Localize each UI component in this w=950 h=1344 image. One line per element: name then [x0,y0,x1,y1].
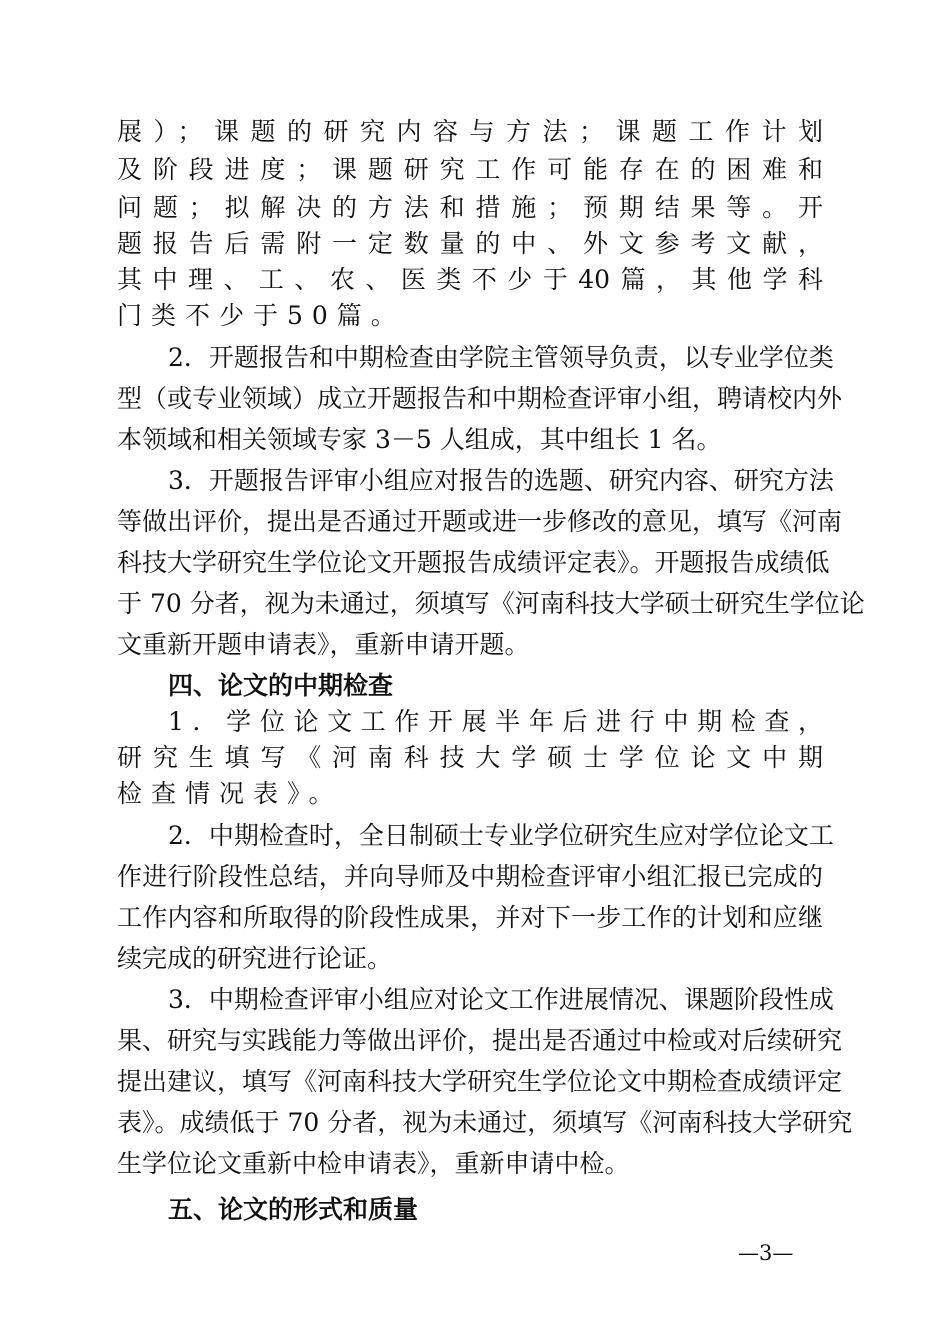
body-text-line: 作进行阶段性总结，并向导师及中期检查评审小组汇报已完成的 [117,862,823,891]
paragraph-start-line: 2．中期检查时，全日制硕士专业学位研究生应对学位论文工 [168,821,834,850]
body-text-line: 等做出评价，提出是否通过开题或进一步修改的意见，填写《河南 [117,507,843,536]
body-text-line: 续完成的研究进行论证。 [117,944,393,973]
body-text-line: 展）；课题的研究内容与方法；课题工作计划 [117,117,823,146]
body-text-line: 门类不少于50篇。 [117,301,405,330]
body-text-line: 型（或专业领域）成立开题报告和中期检查评审小组，聘请校内外 [117,384,843,413]
body-text-line: 提出建议，填写《河南科技大学研究生学位论文中期检查成绩评定 [117,1067,843,1096]
section-heading-format-quality: 五、论文的形式和质量 [168,1195,419,1224]
body-text-line: 工作内容和所取得的阶段性成果，并对下一步工作的计划和应继 [117,903,823,932]
body-text-line: 文重新开题申请表》，重新申请开题。 [117,630,530,659]
body-text-line: 研究生填写《河南科技大学硕士学位论文中期 [117,743,823,772]
body-text-line: 果、研究与实践能力等做出评价，提出是否通过中检或对后续研究 [117,1026,843,1055]
paragraph-start-line: 1．学位论文工作开展半年后进行中期检查， [168,707,823,736]
body-text-line: 问题；拟解决的方法和措施；预期结果等。开 [117,193,823,222]
body-text-line: 表》。成绩低于 70 分者，视为未通过，须填写《河南科技大学研究 [117,1108,853,1137]
section-heading-midterm-check: 四、论文的中期检查 [168,671,394,700]
body-text-line: 本领域和相关领域专家 3－5 人组成，其中组长 1 名。 [117,425,722,454]
body-text-line: 及阶段进度；课题研究工作可能存在的困难和 [117,155,823,184]
paragraph-start-line: 3．开题报告评审小组应对报告的选题、研究内容、研究方法 [168,466,834,495]
body-text-line: 于 70 分者，视为未通过，须填写《河南科技大学硕士研究生学位论 [117,589,865,618]
body-text-line: 其中理、工、农、医类不少于40篇，其他学科 [117,265,823,294]
body-text-line: 题报告后需附一定数量的中、外文参考文献， [117,229,823,258]
page-number: —3— [738,1241,794,1265]
paragraph-start-line: 2．开题报告和中期检查由学院主管领导负责，以专业学位类 [168,343,834,372]
body-text-line: 生学位论文重新中检申请表》，重新申请中检。 [117,1149,630,1178]
paragraph-start-line: 3．中期检查评审小组应对论文工作进展情况、课题阶段性成 [168,985,834,1014]
body-text-line: 科技大学研究生学位论文开题报告成绩评定表》。开题报告成绩低 [117,548,830,577]
body-text-line: 检查情况表》。 [117,779,343,808]
